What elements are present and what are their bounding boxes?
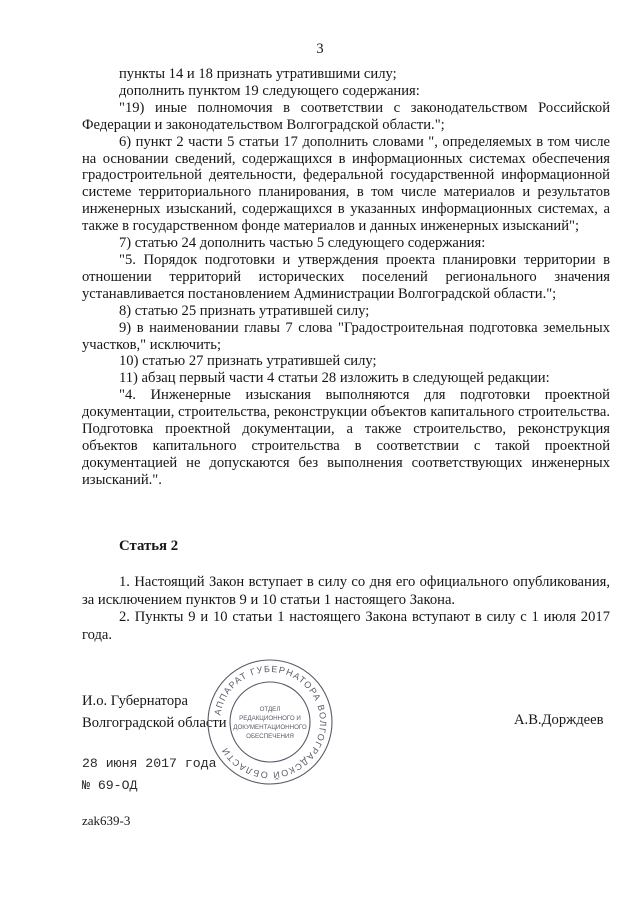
registration-stamp bbox=[82, 753, 217, 797]
seal-inner-text: ОБЕСПЕЧЕНИЯ bbox=[246, 733, 294, 740]
body-text bbox=[82, 66, 610, 489]
paragraph: 9) в наименовании главы 7 слова "Градостроительная подготовка земельных участков," исключить; bbox=[82, 319, 610, 353]
paragraph: 6) пункт 2 части 5 статьи 17 дополнить словами ", определяемых в том числе на основании сведений, содержащихся в информационных системах обеспечения градостроительной деятельности, федеральной государственной информационной системе территориального планирования, в том числе материалов и результатов инженерных изысканий, содержащихся в указанных информационных системах, а также в государственном фонде материалов и данных инженерных изысканий"; bbox=[82, 133, 610, 235]
page-number: 3 bbox=[316, 41, 324, 57]
paragraph: 10) статью 27 признать утратившей силу; bbox=[119, 353, 377, 370]
seal-inner-text: ДОКУМЕНТАЦИОННОГО bbox=[233, 724, 307, 731]
article2-body bbox=[82, 574, 610, 644]
paragraph: пункты 14 и 18 признать утратившими силу; bbox=[119, 66, 397, 82]
document-code: zak639-3 bbox=[82, 813, 131, 828]
paragraph: 2. Пункты 9 и 10 статьи 1 настоящего Закона вступают в силу с 1 июля 2017 года. bbox=[82, 609, 610, 643]
paragraph: 8) статью 25 признать утратившей силу; bbox=[119, 302, 370, 319]
signature-title-line: И.о. Губернатора bbox=[82, 693, 188, 709]
paragraph: 1. Настоящий Закон вступает в силу со дня его официального опубликования, за исключением пунктов 9 и 10 статьи 1 настоящего Закона. bbox=[82, 574, 610, 608]
registration-date: 28 июня 2017 года bbox=[82, 756, 217, 771]
registration-number: № 69-ОД bbox=[82, 778, 138, 793]
paragraph: "19) иные полномочия в соответствии с законодательством Российской Федерации и законодательством Волгоградской области."; bbox=[82, 99, 610, 133]
signature-title-line: Волгоградской области bbox=[82, 715, 227, 731]
paragraph: дополнить пунктом 19 следующего содержания: bbox=[119, 82, 420, 99]
signature-name: А.В.Дорждеев bbox=[514, 712, 604, 728]
official-seal-icon bbox=[205, 657, 335, 787]
seal-inner-text: ОТДЕЛ bbox=[259, 706, 281, 713]
paragraph: "4. Инженерные изыскания выполняются для подготовки проектной документации, строительства, реконструкции объектов капитального строительства. Подготовка проектной документации, а также строительство, реконструкция объектов капитального строительства в соответствии с такой проектной документацией не допускаются без выполнения соответствующих инженерных изысканий.". bbox=[82, 387, 610, 488]
paragraph: 11) абзац первый части 4 статьи 28 изложить в следующей редакции: bbox=[119, 370, 550, 387]
seal-inner-text: РЕДАКЦИОННОГО И bbox=[239, 715, 301, 722]
paragraph: 7) статью 24 дополнить частью 5 следующего содержания: bbox=[119, 235, 486, 252]
paragraph: "5. Порядок подготовки и утверждения проекта планировки территории в отношении территорий исторических поселений регионального значения устанавливается постановлением Администрации Волгоградской области."; bbox=[82, 251, 610, 302]
article-heading: Статья 2 bbox=[119, 538, 179, 554]
seal-outer-text: АППАРАТ ГУБЕРНАТОРА ВОЛГОГРАДСКОЙ ОБЛАСТИ bbox=[212, 663, 329, 781]
